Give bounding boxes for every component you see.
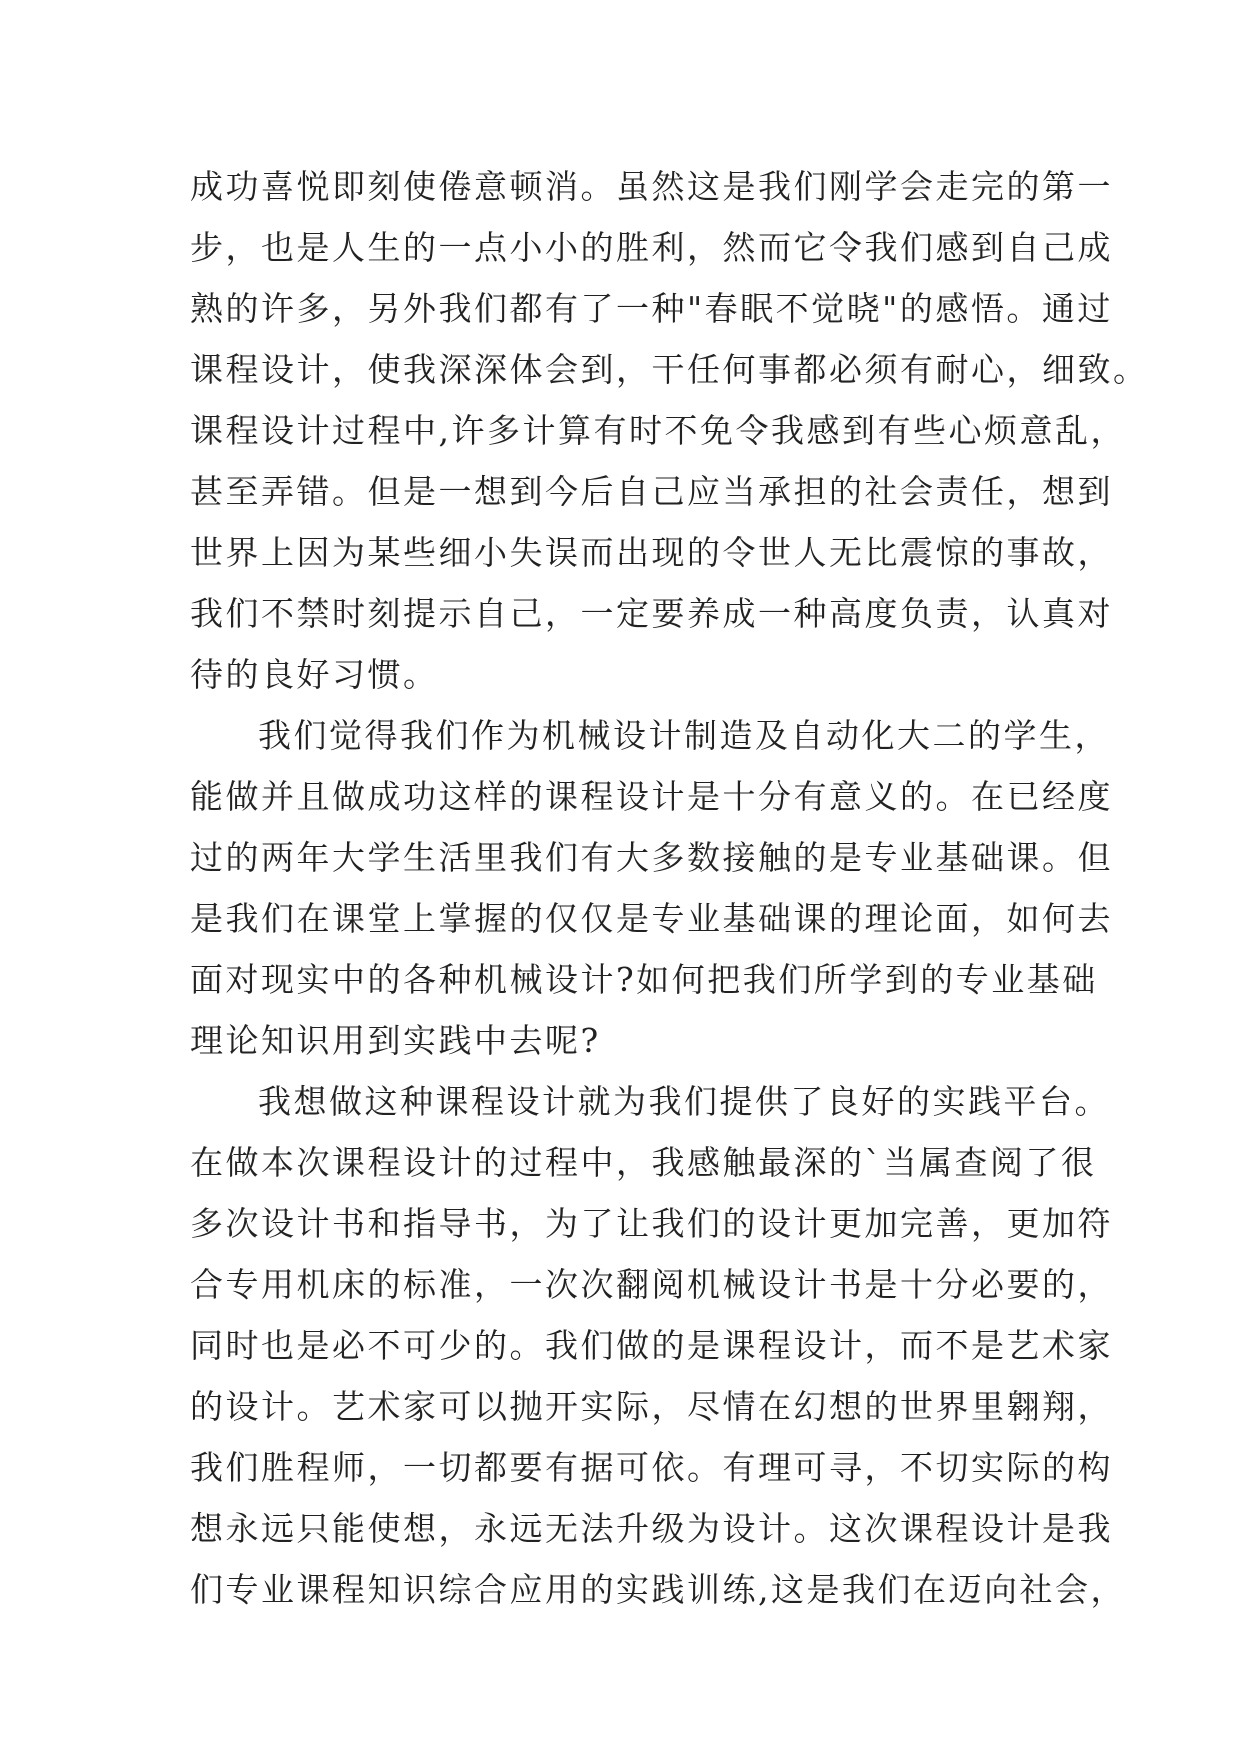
text-line: 面对现实中的各种机械设计?如何把我们所学到的专业基础	[190, 960, 1098, 999]
text-line: 课程设计，使我深深体会到，干任何事都必须有耐心，细致。	[190, 350, 1149, 389]
text-line: 步，也是人生的一点小小的胜利，然而它令我们感到自己成	[190, 228, 1113, 267]
text-line: 合专用机床的标准，一次次翻阅机械设计书是十分必要的，	[190, 1265, 1113, 1304]
text-line: 我们不禁时刻提示自己，一定要养成一种高度负责，认真对	[190, 594, 1113, 633]
paragraph-1	[190, 156, 1149, 705]
text-line: 我们胜程师，一切都要有据可依。有理可寻，不切实际的构	[190, 1448, 1113, 1487]
text-line: 成功喜悦即刻使倦意顿消。虽然这是我们刚学会走完的第一	[190, 167, 1113, 206]
text-line: 们专业课程知识综合应用的实践训练,这是我们在迈向社会，	[190, 1570, 1126, 1609]
document-body	[190, 156, 1149, 1620]
paragraph-2	[190, 705, 1113, 1071]
text-line: 过的两年大学生活里我们有大多数接触的是专业基础课。但	[190, 838, 1113, 877]
text-line: 理论知识用到实践中去呢?	[190, 1021, 601, 1060]
text-line: 甚至弄错。但是一想到今后自己应当承担的社会责任，想到	[190, 472, 1113, 511]
text-line: 课程设计过程中,许多计算有时不免令我感到有些心烦意乱，	[190, 411, 1126, 450]
text-line: 能做并且做成功这样的课程设计是十分有意义的。在已经度	[190, 777, 1113, 816]
text-line: 我们觉得我们作为机械设计制造及自动化大二的学生，	[258, 716, 1110, 755]
paragraph-3	[190, 1071, 1126, 1620]
text-line: 在做本次课程设计的过程中，我感触最深的`当属查阅了很	[190, 1143, 1097, 1182]
text-line: 待的良好习惯。	[190, 655, 439, 694]
text-line: 熟的许多，另外我们都有了一种"春眠不觉晓"的感悟。通过	[190, 289, 1113, 328]
text-line: 想永远只能使想，永远无法升级为设计。这次课程设计是我	[190, 1509, 1113, 1548]
text-line: 同时也是必不可少的。我们做的是课程设计，而不是艺术家	[190, 1326, 1113, 1365]
text-line: 我想做这种课程设计就为我们提供了良好的实践平台。	[258, 1082, 1110, 1121]
text-line: 世界上因为某些细小失误而出现的令世人无比震惊的事故，	[190, 533, 1113, 572]
text-line: 多次设计书和指导书，为了让我们的设计更加完善，更加符	[190, 1204, 1113, 1243]
text-line: 的设计。艺术家可以抛开实际，尽情在幻想的世界里翱翔，	[190, 1387, 1113, 1426]
text-line: 是我们在课堂上掌握的仅仅是专业基础课的理论面，如何去	[190, 899, 1113, 938]
